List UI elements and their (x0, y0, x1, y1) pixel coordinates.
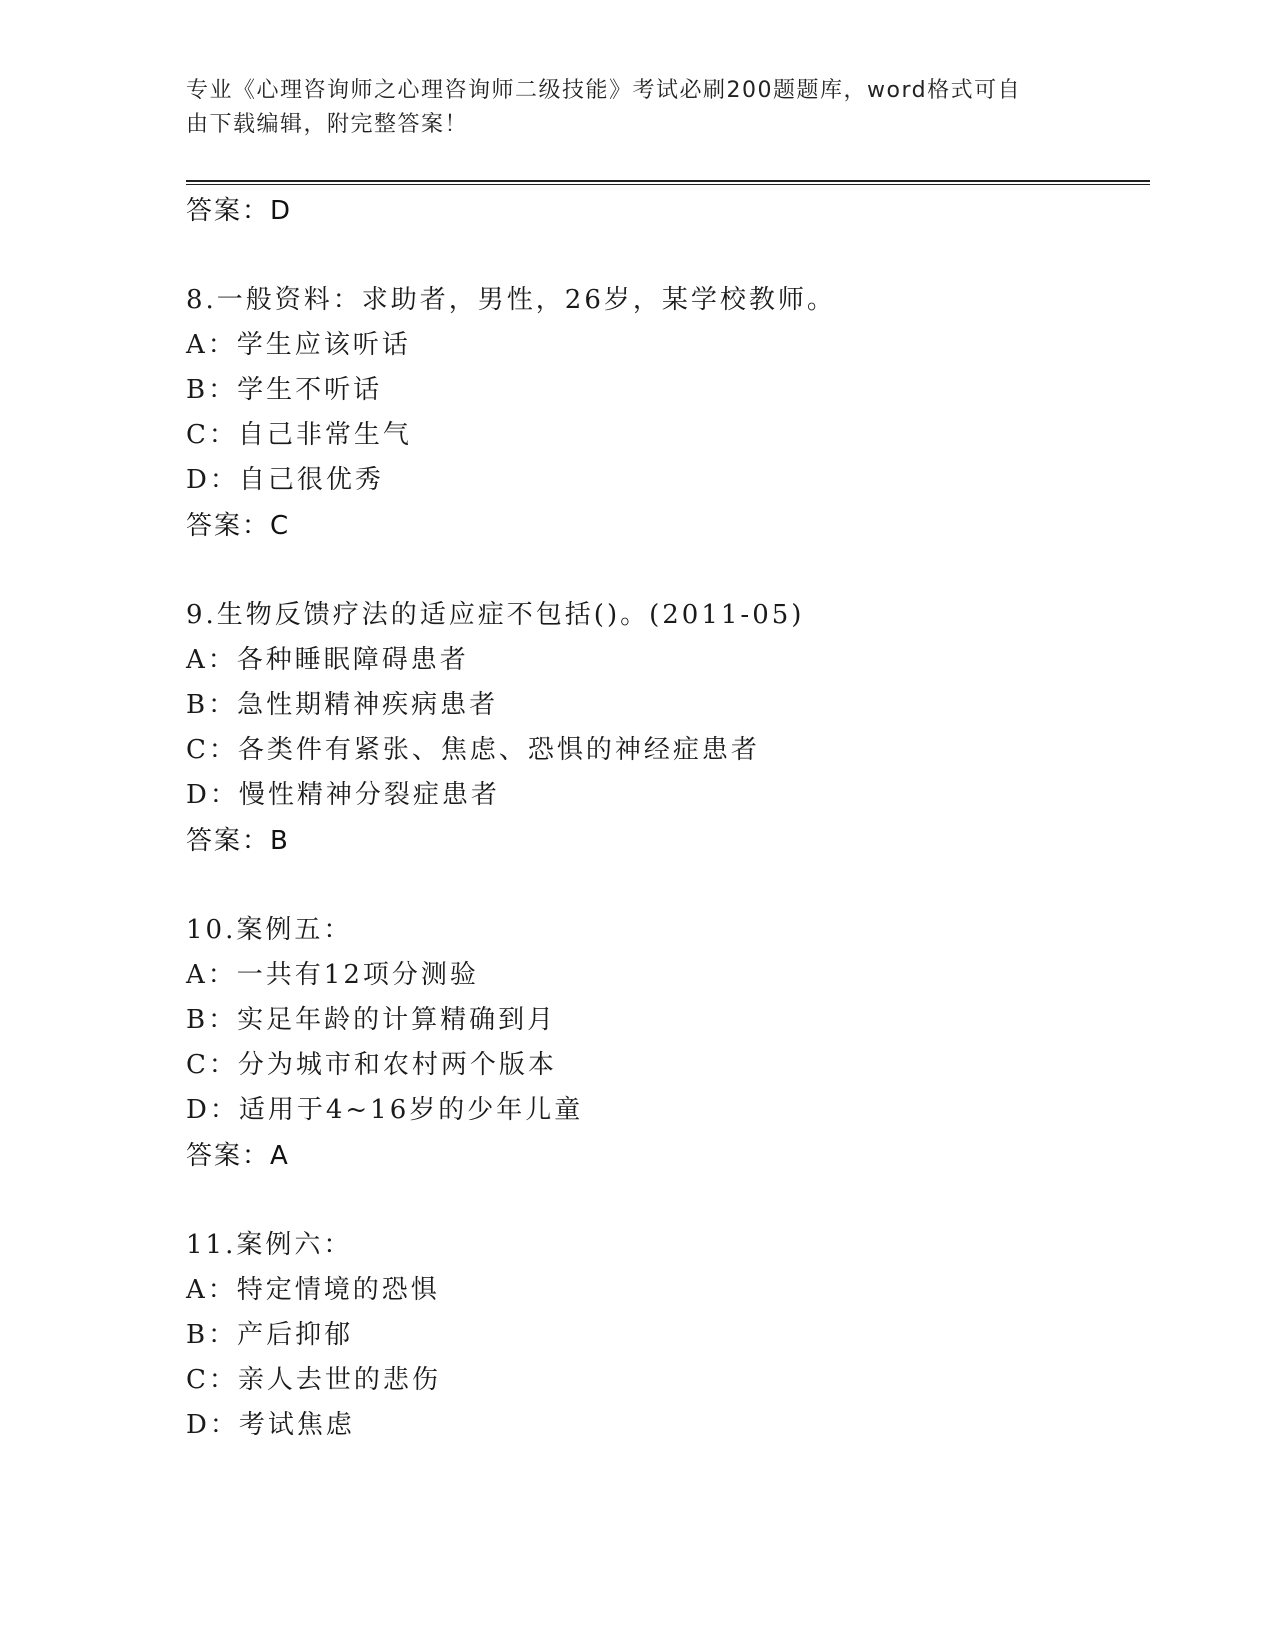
option-b: B：产后抑郁 (186, 1320, 354, 1350)
spacer (186, 1179, 1146, 1223)
option-b: B：实足年龄的计算精确到月 (186, 1005, 557, 1035)
answer-line: 答案：C (186, 511, 291, 541)
option-b: B：急性期精神疾病患者 (186, 690, 499, 720)
question-title: 11.案例六： (186, 1230, 353, 1260)
answer-line: 答案：A (186, 1141, 290, 1171)
option-d: D：考试焦虑 (186, 1410, 355, 1440)
question-block-11 (186, 1223, 1146, 1448)
spacer (186, 234, 1146, 278)
question-block-8 (186, 278, 1146, 549)
question-title: 10.案例五： (186, 915, 353, 945)
question-title: 8.一般资料：求助者，男性，26岁，某学校教师。 (186, 285, 836, 315)
option-a: A：特定情境的恐惧 (186, 1275, 440, 1305)
spacer (186, 864, 1146, 908)
option-d: D：慢性精神分裂症患者 (186, 780, 500, 810)
header-line-1: 专业《心理咨询师之心理咨询师二级技能》考试必刷200题题库，word格式可自 (186, 78, 1022, 103)
option-c: C：自己非常生气 (186, 420, 412, 450)
answer-line: 答案：D (186, 196, 293, 226)
question-title: 9.生物反馈疗法的适应症不包括()。(2011-05) (186, 600, 805, 630)
option-c: C：各类件有紧张、焦虑、恐惧的神经症患者 (186, 735, 760, 765)
document-header (186, 74, 1066, 142)
answer-line: 答案：B (186, 826, 290, 856)
option-a: A：各种睡眠障碍患者 (186, 645, 469, 675)
header-divider-thick (186, 180, 1150, 182)
question-block-9 (186, 593, 1146, 864)
option-a: A：学生应该听话 (186, 330, 411, 360)
option-d: D：适用于4~16岁的少年儿童 (186, 1095, 584, 1125)
question-block-10 (186, 908, 1146, 1179)
option-c: C：分为城市和农村两个版本 (186, 1050, 557, 1080)
option-d: D：自己很优秀 (186, 465, 384, 495)
option-b: B：学生不听话 (186, 375, 383, 405)
header-line-2: 由下载编辑，附完整答案！ (186, 112, 469, 137)
header-divider-thin (186, 184, 1150, 185)
option-a: A：一共有12项分测验 (186, 960, 479, 990)
option-c: C：亲人去世的悲伤 (186, 1365, 441, 1395)
spacer (186, 549, 1146, 593)
question-list (186, 188, 1146, 1448)
